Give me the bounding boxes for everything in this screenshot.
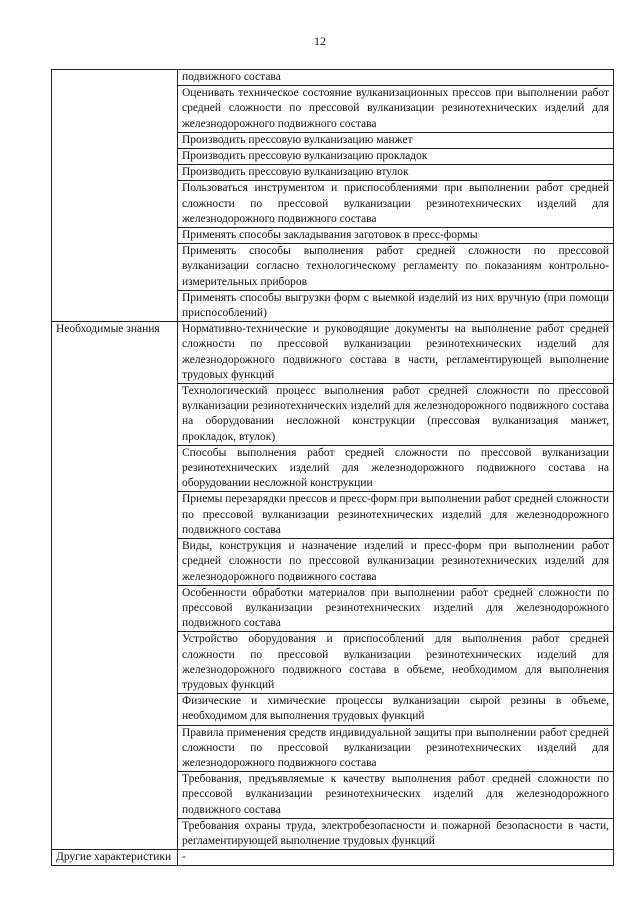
- table-cell: Применять способы закладывания заготовок в пресс-формы: [178, 228, 614, 244]
- row-label-skills: [52, 70, 178, 322]
- table-cell: Пользоваться инструментом и приспособлениями при выполнении работ средней сложности по прессовой вулканизации резинотехнических изделий для железнодорожного подвижного состава: [178, 181, 614, 228]
- table-cell: Правила применения средств индивидуальной защиты при выполнении работ средней сложности по прессовой вулканизации резинотехнических изделий для железнодорожного подвижного состава: [178, 725, 614, 772]
- table-cell: Производить прессовую вулканизацию прокладок: [178, 149, 614, 165]
- table-cell: Особенности обработки материалов при выполнении работ средней сложности по прессовой вулканизации резинотехнических изделий для железнодорожного подвижного состава: [178, 585, 614, 632]
- table-cell: Производить прессовую вулканизацию втулок: [178, 165, 614, 181]
- table-cell: Оценивать техническое состояние вулканизационных прессов при выполнении работ средней сложности по прессовой вулканизации резинотехнических изделий для железнодорожного подвижного состава: [178, 86, 614, 133]
- table-cell: Технологический процесс выполнения работ средней сложности по прессовой вулканизации резинотехнических изделий для железнодорожного подвижного состава на оборудовании несложной конструкции (прессовая вулканизация манжет, прокладок, втулок): [178, 384, 614, 446]
- row-label-knowledge: Необходимые знания: [52, 322, 178, 850]
- row-label-other: Другие характеристики: [52, 850, 178, 866]
- table-cell: Применять способы выгрузки форм с выемкой изделий из них вручную (при помощи приспособлений): [178, 290, 614, 321]
- table-row: [52, 322, 614, 384]
- table-cell: Физические и химические процессы вулканизации сырой резины в объеме, необходимом для выполнения трудовых функций: [178, 694, 614, 725]
- table-cell: Способы выполнения работ средней сложности по прессовой вулканизации резинотехнических изделий для железнодорожного подвижного состава на оборудовании несложной конструкции: [178, 445, 614, 492]
- table-cell: Применять способы выполнения работ средней сложности по прессовой вулканизации согласно технологическому регламенту по показаниям контрольно-измерительных приборов: [178, 244, 614, 291]
- table-cell: Требования охраны труда, электробезопасности и пожарной безопасности в части, регламентирующей выполнение трудовых функций: [178, 818, 614, 849]
- table-cell: Нормативно-технические и руководящие документы на выполнение работ средней сложности по прессовой вулканизации резинотехнических изделий для железнодорожного подвижного состава в части, регламентирующей выполнение трудовых функций: [178, 322, 614, 384]
- table-cell: Приемы перезарядки прессов и пресс-форм при выполнении работ средней сложности по прессовой вулканизации резинотехнических изделий для железнодорожного подвижного состава: [178, 492, 614, 539]
- table-cell: Требования, предъявляемые к качеству выполнения работ средней сложности по прессовой вулканизации резинотехнических изделий для железнодорожного подвижного состава: [178, 772, 614, 819]
- table-cell: Устройство оборудования и приспособлений для выполнения работ средней сложности по прессовой вулканизации резинотехнических изделий для железнодорожного подвижного состава в объеме, необходимом для выполнения трудовых функций: [178, 632, 614, 694]
- table-cell: Виды, конструкция и назначение изделий и пресс-форм при выполнении работ средней сложности по прессовой вулканизации резинотехнических изделий для железнодорожного подвижного состава: [178, 539, 614, 586]
- table-row: [52, 70, 614, 86]
- requirements-table: [51, 69, 614, 866]
- page-number: 12: [314, 34, 326, 48]
- table-cell: -: [178, 850, 614, 866]
- table-row: [52, 850, 614, 866]
- table-cell: подвижного состава: [178, 70, 614, 86]
- table-cell: Производить прессовую вулканизацию манжет: [178, 132, 614, 148]
